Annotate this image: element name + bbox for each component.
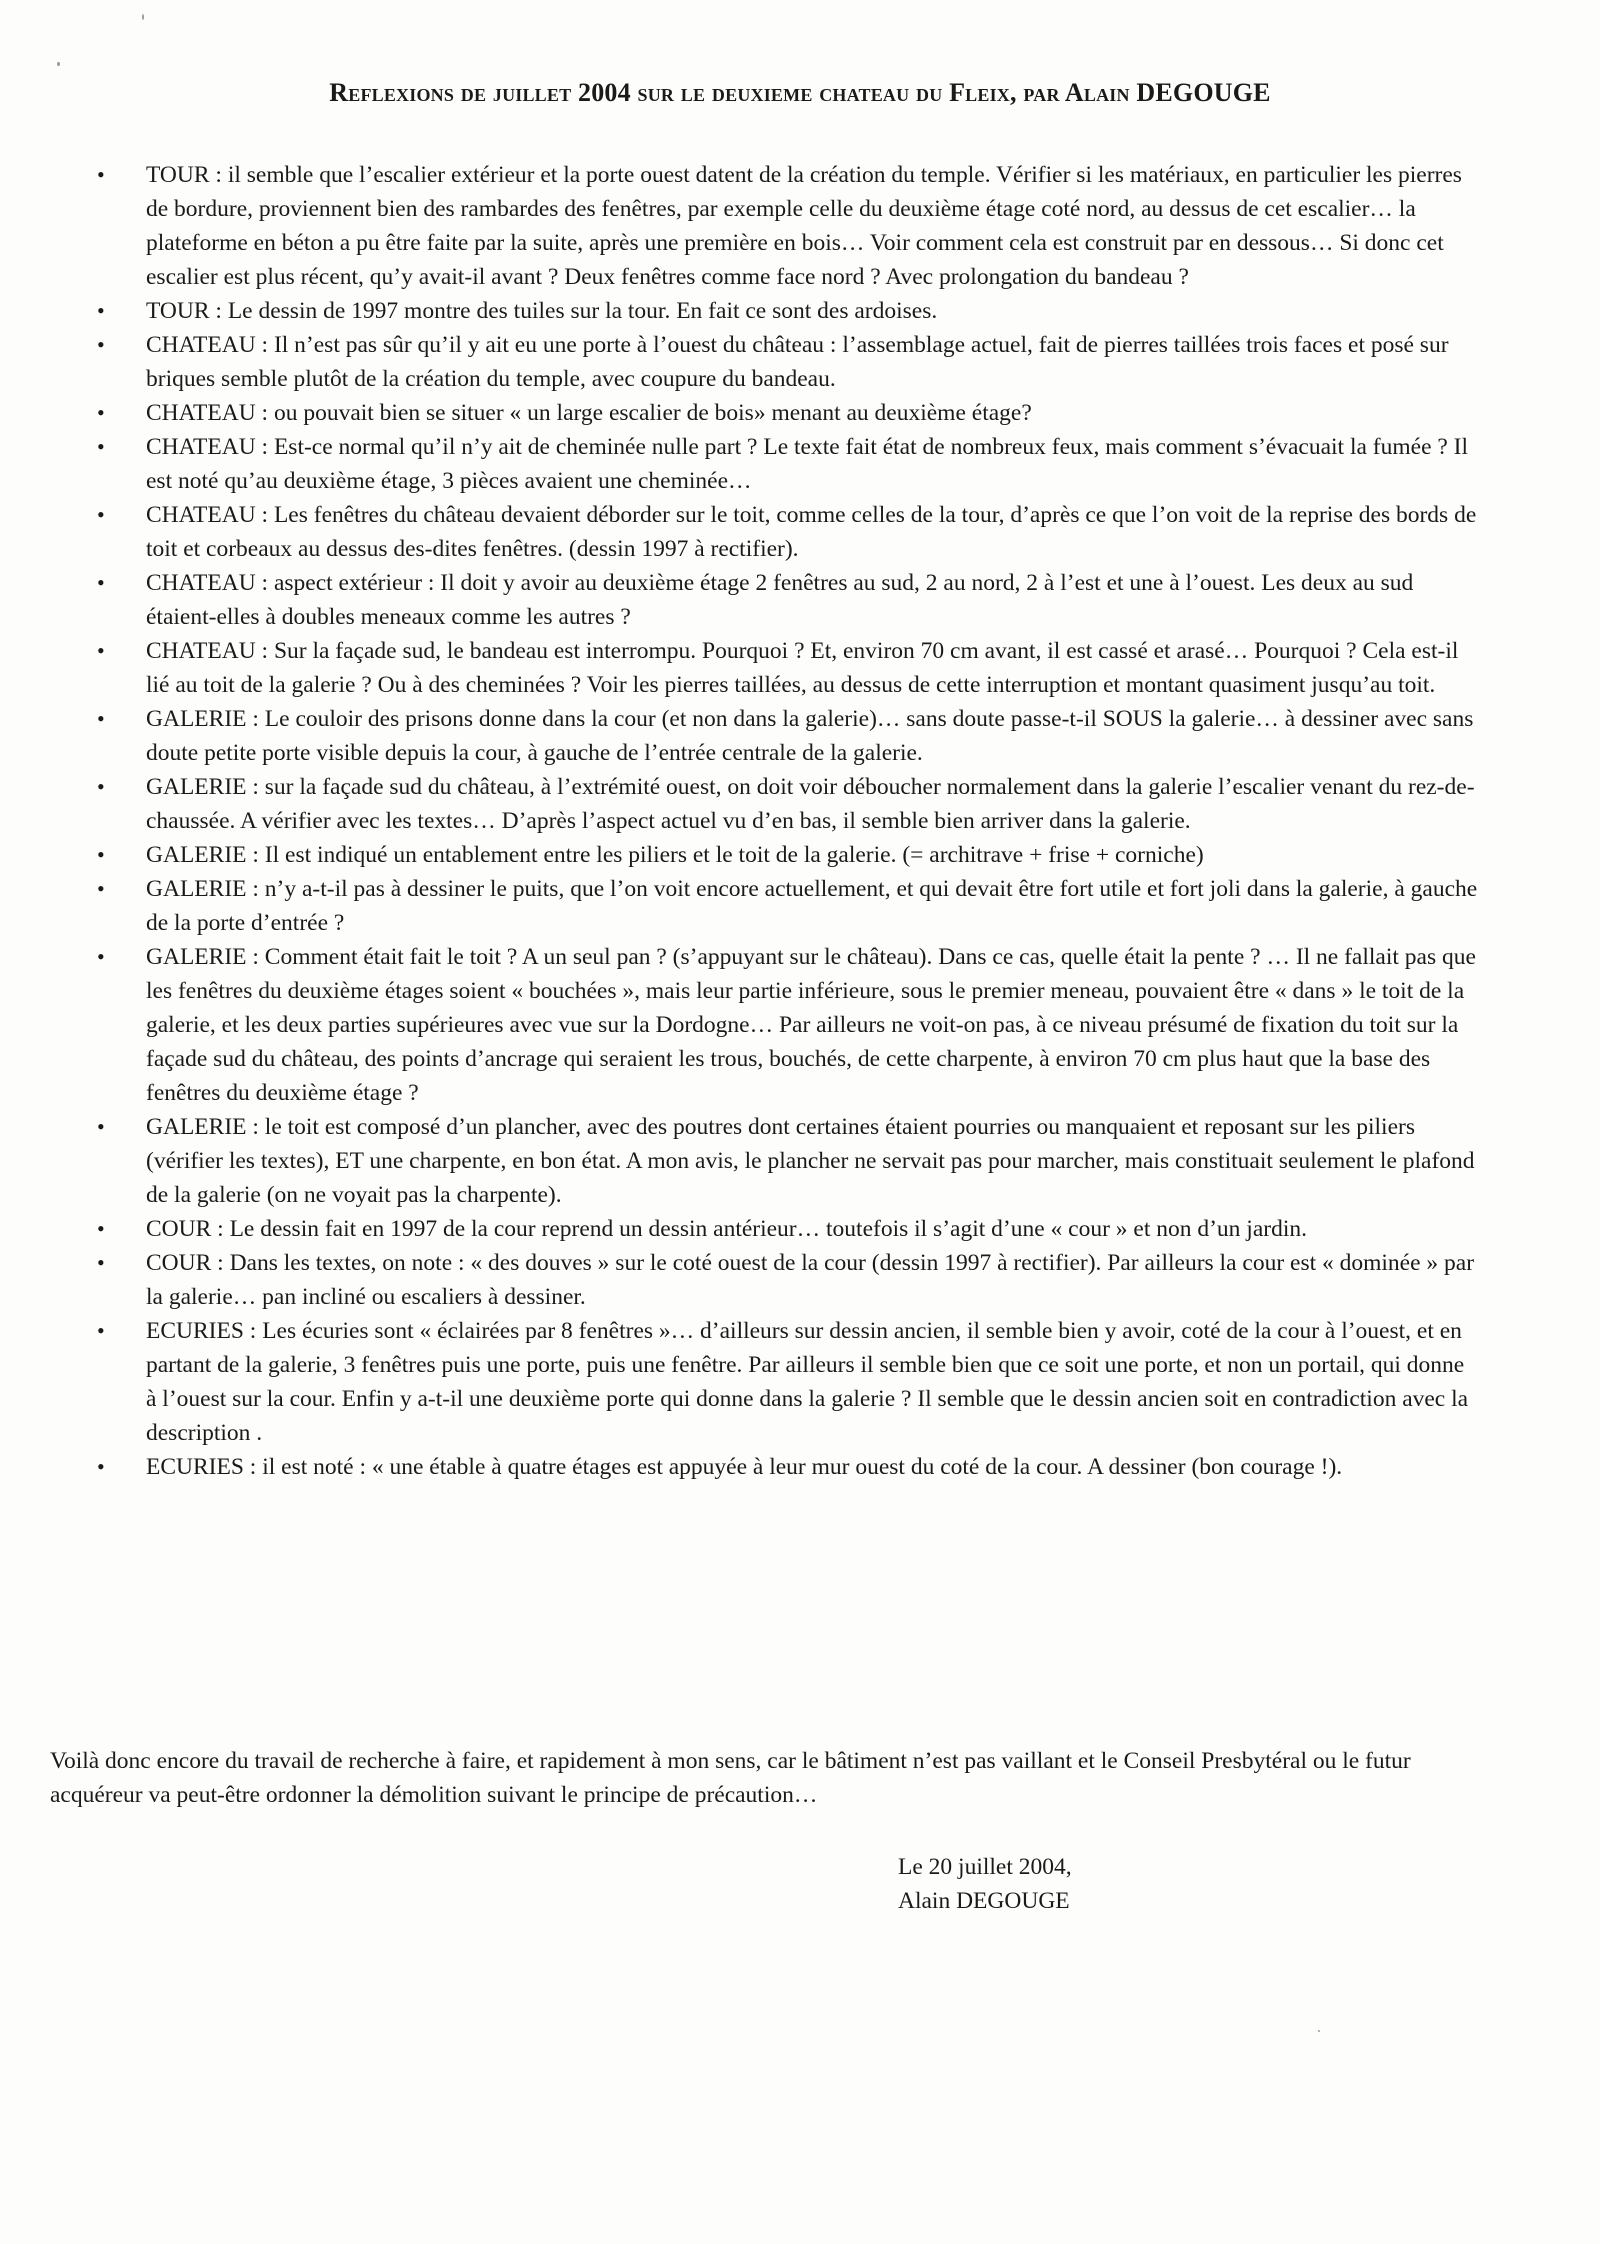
bullet-icon: •	[97, 298, 105, 323]
list-item-text: TOUR : il semble que l’escalier extérieur et la porte ouest datent de la création du temple. Vérifier si les matériaux, en particulier les pierres de bordure, proviennent bien des rambardes des fenêtres, par exemple celle du deuxième étage coté nord, au dessus de cet escalier… la plateforme en béton a pu être faite par la suite, après une première en bois… Voir comment cela est construit par en dessous… Si donc cet escalier est plus récent, qu’y avait-il avant ? Deux fenêtres comme face nord ? Avec prolongation du bandeau ?	[146, 162, 1462, 290]
list-item-text: GALERIE : n’y a-t-il pas à dessiner le puits, que l’on voit encore actuellement, et qui devait être fort utile et fort joli dans la galerie, à gauche de la porte d’entrée ?	[146, 876, 1478, 936]
paper-speck	[142, 14, 144, 20]
list-item-text: CHATEAU : Les fenêtres du château devaient déborder sur le toit, comme celles de la tour, d’après ce que l’on voit de la reprise des bords de toit et corbeaux au dessus des-dites fenêtres. (dessin 1997 à rectifier).	[146, 502, 1477, 562]
conclusion-paragraph: Voilà donc encore du travail de recherche à faire, et rapidement à mon sens, car le bâtiment n’est pas vaillant et le Conseil Presbytéral ou le futur acquéreur va peut-être ordonner la démolition suivant le principe de précaution…	[50, 1748, 1411, 1808]
bullet-icon: •	[97, 638, 105, 663]
list-item	[90, 1212, 1480, 1246]
bullet-icon: •	[97, 1250, 105, 1275]
list-item-text: GALERIE : Comment était fait le toit ? A un seul pan ? (s’appuyant sur le château). Dans ce cas, quelle était la pente ? … Il ne fallait pas que les fenêtres du deuxième étages soient « bouchées », mais leur partie inférieure, sous le premier meneau, pouvaient être « dans » le toit de la galerie, et les deux parties supérieures avec vue sur la Dordogne… Par ailleurs ne voit-on pas, à ce niveau présumé de fixation du toit sur la façade sud du château, des points d’ancrage qui seraient les trous, bouchés, de cette charpente, à environ 70 cm plus haut que la base des fenêtres du deuxième étage ?	[146, 944, 1476, 1106]
list-item	[90, 1314, 1480, 1450]
bullet-icon: •	[97, 502, 105, 527]
list-item	[90, 1450, 1480, 1484]
remarks-list	[90, 158, 1480, 1484]
bullet-icon: •	[97, 332, 105, 357]
list-item-text: CHATEAU : ou pouvait bien se situer « un large escalier de bois» menant au deuxième étage?	[146, 400, 1032, 426]
list-item	[90, 770, 1480, 838]
bullet-icon: •	[97, 400, 105, 425]
list-item	[90, 294, 1480, 328]
list-item	[90, 838, 1480, 872]
bullet-icon: •	[97, 162, 105, 187]
list-item-text: ECURIES : il est noté : « une étable à quatre étages est appuyée à leur mur ouest du coté de la cour. A dessiner (bon courage !).	[146, 1454, 1343, 1480]
bullet-icon: •	[97, 1454, 105, 1479]
document-title: Reflexions de juillet 2004 sur le deuxieme chateau du Fleix, par Alain DEGOUGE	[329, 78, 1271, 107]
list-item-text: GALERIE : Le couloir des prisons donne dans la cour (et non dans la galerie)… sans doute passe-t-il SOUS la galerie… à dessiner avec sans doute petite porte visible depuis la cour, à gauche de l’entrée centrale de la galerie.	[146, 706, 1474, 766]
signature-name: Alain DEGOUGE	[898, 1888, 1070, 1914]
list-item-text: CHATEAU : aspect extérieur : Il doit y avoir au deuxième étage 2 fenêtres au sud, 2 au nord, 2 à l’est et une à l’ouest. Les deux au sud étaient-elles à doubles meneaux comme les autres ?	[146, 570, 1414, 630]
bullet-icon: •	[97, 1318, 105, 1343]
signature-date: Le 20 juillet 2004,	[898, 1854, 1072, 1880]
list-item-text: COUR : Dans les textes, on note : « des douves » sur le coté ouest de la cour (dessin 1997 à rectifier). Par ailleurs la cour est « dominée » par la galerie… pan incliné ou escaliers à dessiner.	[146, 1250, 1475, 1310]
list-item	[90, 430, 1480, 498]
list-item-text: CHATEAU : Il n’est pas sûr qu’il y ait eu une porte à l’ouest du château : l’assemblage actuel, fait de pierres taillées trois faces et posé sur briques semble plutôt de la création du temple, avec coupure du bandeau.	[146, 332, 1449, 392]
list-item-text: GALERIE : sur la façade sud du château, à l’extrémité ouest, on doit voir déboucher normalement dans la galerie l’escalier venant du rez-de-chaussée. A vérifier avec les textes… D’après l’aspect actuel vu d’en bas, il semble bien arriver dans la galerie.	[146, 774, 1475, 834]
list-item	[90, 328, 1480, 396]
list-item	[90, 940, 1480, 1110]
list-item-text: COUR : Le dessin fait en 1997 de la cour reprend un dessin antérieur… toutefois il s’agit d’une « cour » et non d’un jardin.	[146, 1216, 1308, 1242]
bullet-icon: •	[97, 876, 105, 901]
signature-block	[898, 1850, 1298, 1918]
list-item	[90, 1110, 1480, 1212]
list-item-text: ECURIES : Les écuries sont « éclairées par 8 fenêtres »… d’ailleurs sur dessin ancien, il semble bien y avoir, coté de la cour à l’ouest, et en partant de la galerie, 3 fenêtres puis une porte, puis une fenêtre. Par ailleurs il semble bien que ce soit une porte, et non un portail, qui donne à l’ouest sur la cour. Enfin y a-t-il une deuxième porte qui donne dans la galerie ? Il semble que le dessin ancien soit en contradiction avec la description .	[146, 1318, 1469, 1446]
bullet-icon: •	[97, 1216, 105, 1241]
list-item	[90, 498, 1480, 566]
paper-speck	[1318, 2030, 1320, 2032]
bullet-icon: •	[97, 774, 105, 799]
bullet-icon: •	[97, 944, 105, 969]
list-item-text: TOUR : Le dessin de 1997 montre des tuiles sur la tour. En fait ce sont des ardoises.	[146, 298, 938, 324]
list-item	[90, 872, 1480, 940]
list-item-text: CHATEAU : Sur la façade sud, le bandeau est interrompu. Pourquoi ? Et, environ 70 cm avant, il est cassé et arasé… Pourquoi ? Cela est-il lié au toit de la galerie ? Ou à des cheminées ? Voir les pierres taillées, au dessus de cette interruption et montant quasiment jusqu’au toit.	[146, 638, 1459, 698]
bullet-icon: •	[97, 706, 105, 731]
bullet-icon: •	[97, 570, 105, 595]
bullet-icon: •	[97, 1114, 105, 1139]
list-item	[90, 158, 1480, 294]
paper-speck	[57, 62, 60, 66]
list-item-text: GALERIE : Il est indiqué un entablement entre les piliers et le toit de la galerie. (= architrave + frise + corniche)	[146, 842, 1204, 868]
list-item-text: GALERIE : le toit est composé d’un plancher, avec des poutres dont certaines étaient pourries ou manquaient et reposant sur les piliers (vérifier les textes), ET une charpente, en bon état. A mon avis, le plancher ne servait pas pour marcher, mais constituait seulement le plafond de la galerie (on ne voyait pas la charpente).	[146, 1114, 1475, 1208]
list-item	[90, 702, 1480, 770]
list-item	[90, 566, 1480, 634]
bullet-icon: •	[97, 434, 105, 459]
list-item-text: CHATEAU : Est-ce normal qu’il n’y ait de cheminée nulle part ? Le texte fait état de nombreux feux, mais comment s’évacuait la fumée ? Il est noté qu’au deuxième étage, 3 pièces avaient une cheminée…	[146, 434, 1469, 494]
list-item	[90, 634, 1480, 702]
bullet-icon: •	[97, 842, 105, 867]
list-item	[90, 396, 1480, 430]
list-item	[90, 1246, 1480, 1314]
